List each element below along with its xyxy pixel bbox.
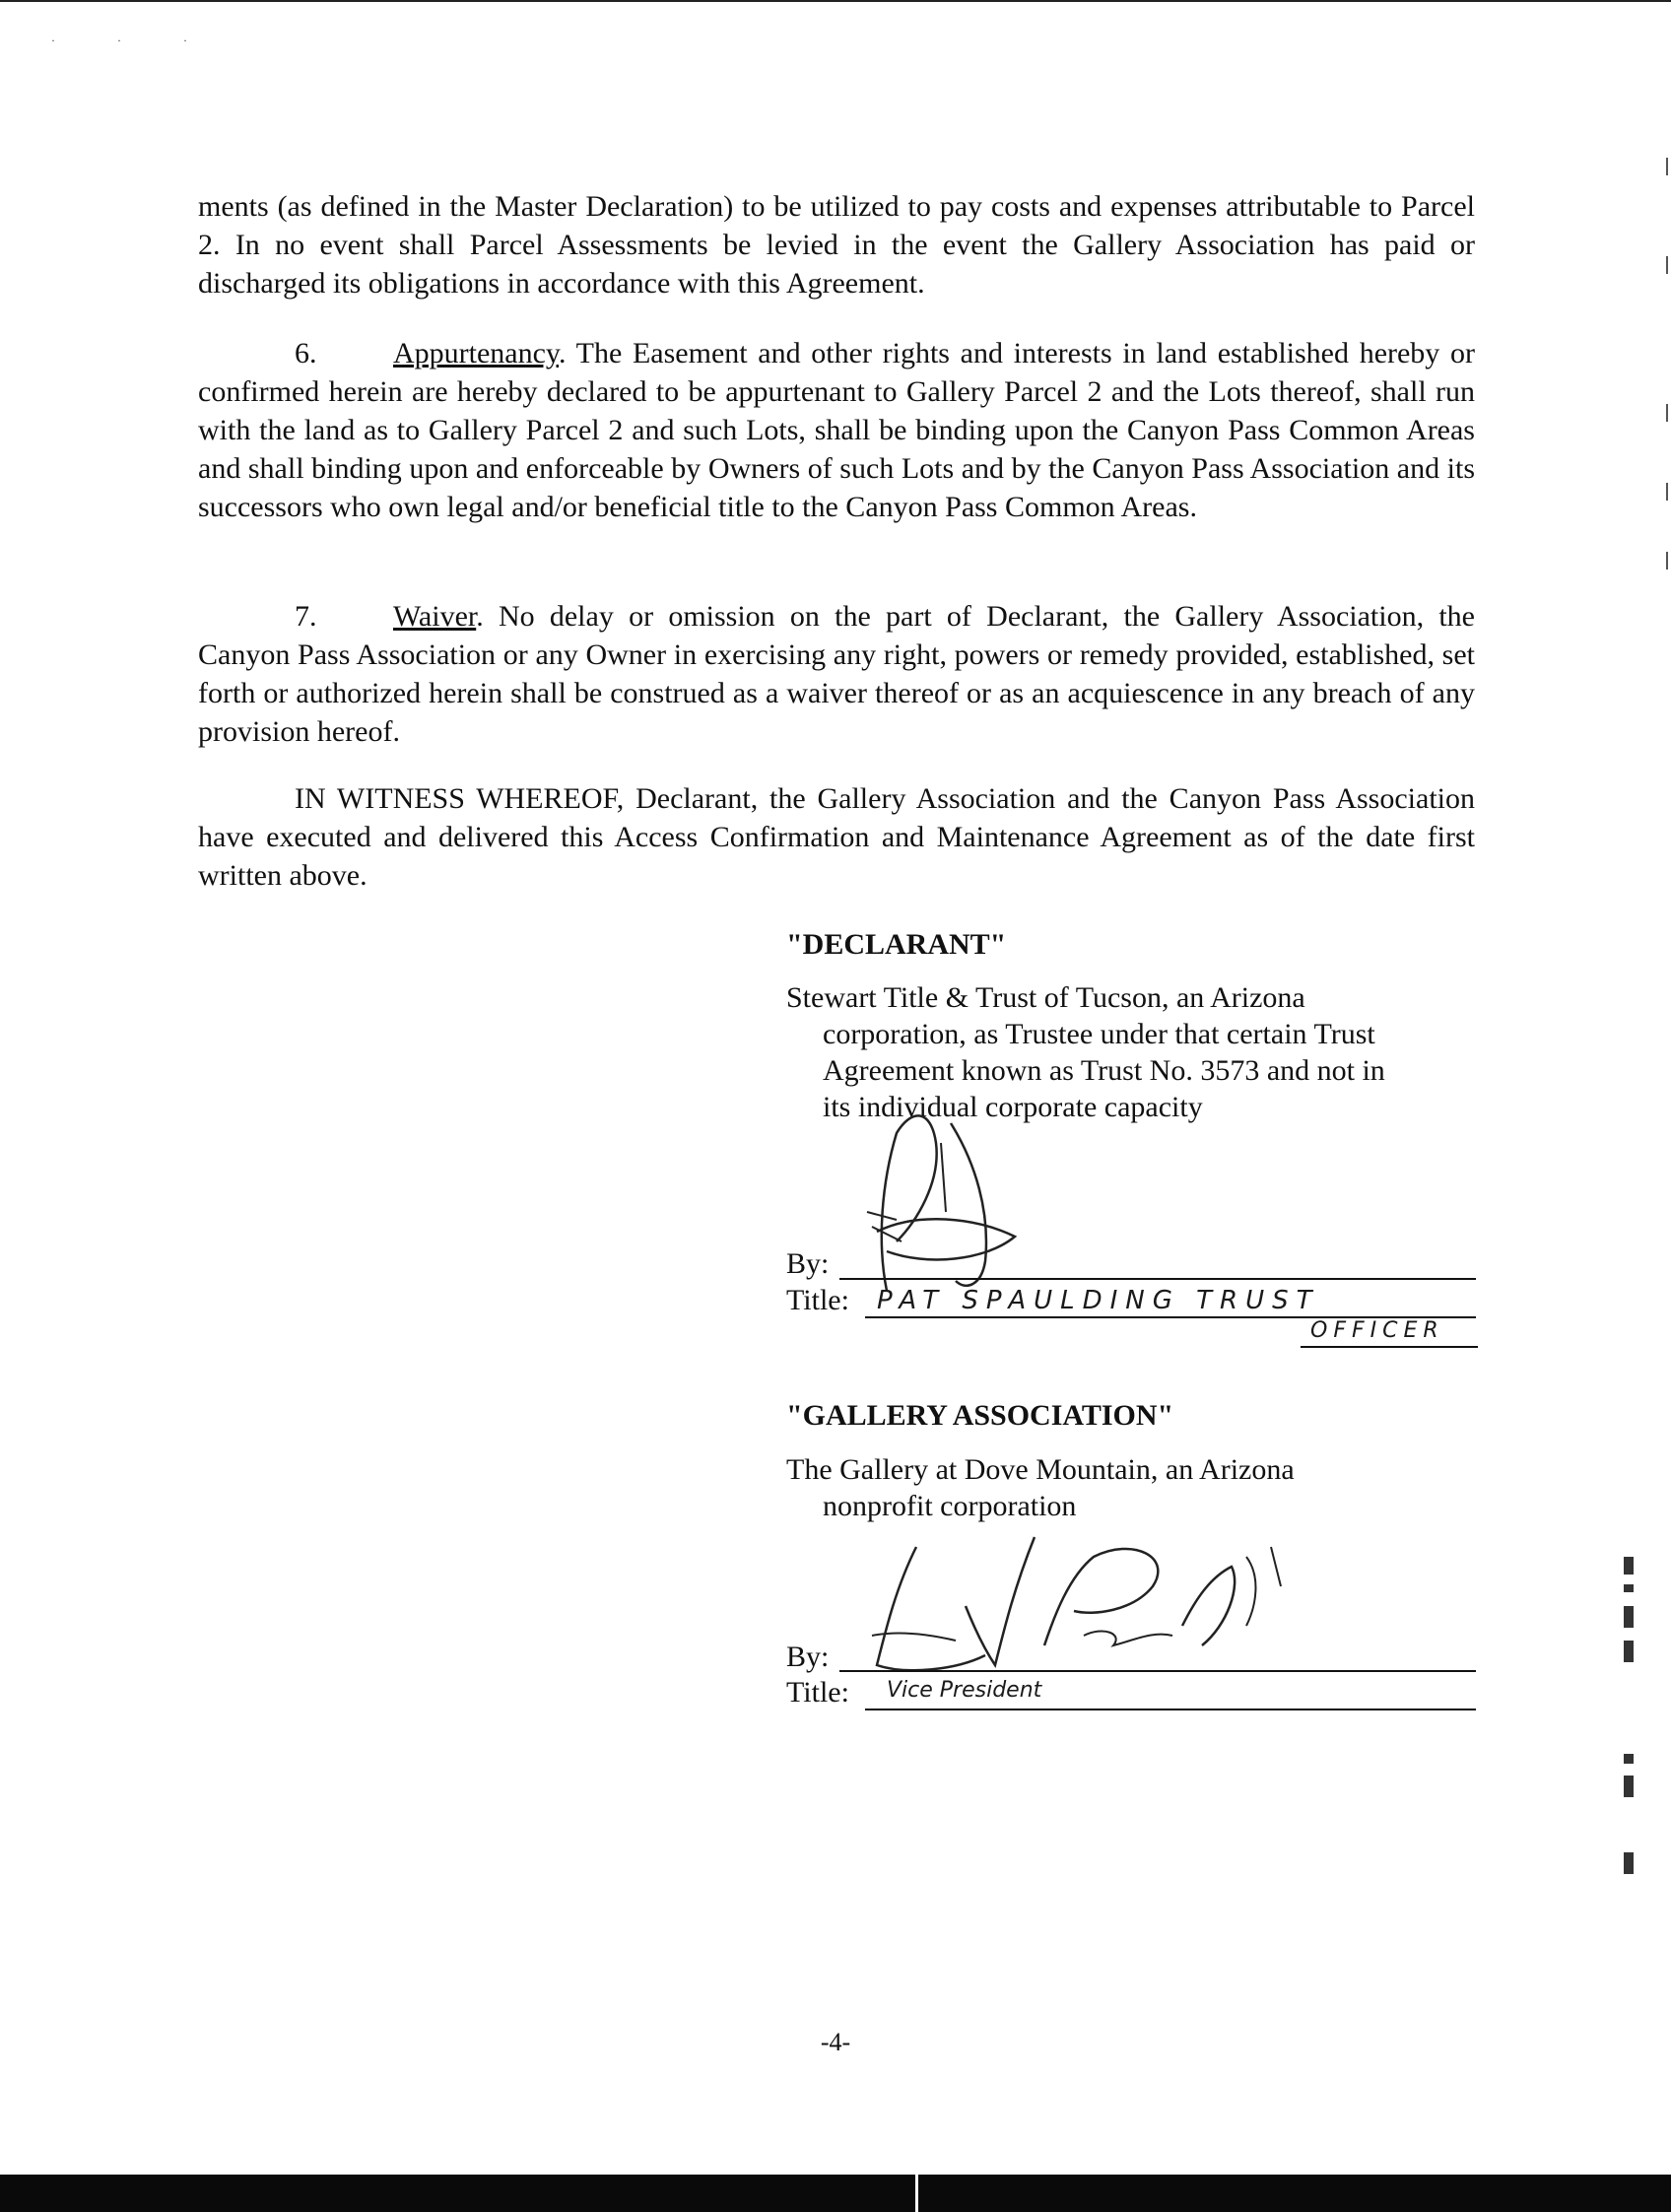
gallery-title-label: Title: bbox=[786, 1676, 849, 1709]
declarant-title-handwritten-1: PAT SPAULDING TRUST bbox=[877, 1286, 1320, 1315]
witness-text: IN WITNESS WHEREOF, Declarant, the Gallery Association and the Canyon Pass Association have executed and delivered this Access Confirmation and Maintenance Agreement as of the date first written above. bbox=[198, 782, 1475, 892]
gallery-by-line bbox=[839, 1670, 1476, 1672]
section-7-number: 7. bbox=[295, 600, 317, 633]
top-border-rule bbox=[0, 0, 1671, 2]
gallery-title-line bbox=[865, 1709, 1476, 1710]
declarant-by-label: By: bbox=[786, 1247, 830, 1280]
bottom-scan-band bbox=[0, 2175, 1671, 2212]
declarant-title-label: Title: bbox=[786, 1284, 849, 1316]
section-6-text: . The Easement and other rights and interests in land established hereby or confirmed herein are hereby declared to be appurtenant to Gallery Parcel 2 and the Lots thereof, shall run with the land as to Gallery Parcel 2 and such Lots, shall be binding upon the Canyon Pass Common Areas and shall binding upon and enforceable by Owners of such Lots and by the Canyon Pass Association and its successors who own legal and/or beneficial title to the Canyon Pass Common Areas. bbox=[198, 337, 1475, 523]
right-edge-ticks bbox=[1666, 158, 1668, 591]
section-7 bbox=[198, 597, 1475, 751]
declarant-title-handwritten-2: OFFICER bbox=[1310, 1318, 1444, 1343]
gallery-signature bbox=[857, 1517, 1330, 1685]
declarant-heading-wrap bbox=[786, 926, 1476, 963]
gallery-entity-line1: The Gallery at Dove Mountain, an Arizona bbox=[786, 1453, 1295, 1486]
section-6-heading: Appurtenancy bbox=[393, 337, 559, 369]
gallery-entity bbox=[786, 1451, 1476, 1524]
declarant-entity-line3: Agreement known as Trust No. 3573 and not in bbox=[823, 1054, 1385, 1087]
section-6 bbox=[198, 334, 1475, 526]
gallery-heading-wrap bbox=[786, 1397, 1476, 1434]
declarant-title-line2 bbox=[1301, 1346, 1478, 1348]
declarant-by-row bbox=[786, 1247, 829, 1281]
witness-clause bbox=[198, 779, 1475, 895]
gallery-entity-line2: nonprofit corporation bbox=[823, 1490, 1077, 1522]
continued-paragraph-text: ments (as defined in the Master Declaration) to be utilized to pay costs and expenses attributable to Parcel 2. In no event shall Parcel Assessments be levied in the event the Gallery Association has paid or discharged its obligations in accordance with this Agreement. bbox=[198, 190, 1475, 300]
section-7-text: . No delay or omission on the part of Declarant, the Gallery Association, the Canyon Pass Association or any Owner in exercising any right, powers or remedy provided, established, set forth or authorized herein shall be construed as a waiver thereof or as an acquiescence in any breach of any provision hereof. bbox=[198, 600, 1475, 748]
continued-paragraph bbox=[198, 187, 1475, 302]
gallery-title-row bbox=[786, 1676, 849, 1709]
gallery-by-row bbox=[786, 1641, 829, 1674]
declarant-title-row bbox=[786, 1284, 849, 1317]
gallery-by-label: By: bbox=[786, 1641, 830, 1673]
side-margin-stamp bbox=[1616, 1557, 1645, 1882]
declarant-entity-line2: corporation, as Trustee under that certain Trust bbox=[823, 1018, 1375, 1050]
section-6-number: 6. bbox=[295, 337, 317, 369]
page-number: -4- bbox=[820, 2028, 851, 2056]
declarant-entity-line1: Stewart Title & Trust of Tucson, an Arizona bbox=[786, 981, 1305, 1014]
section-7-heading: Waiver bbox=[393, 600, 477, 633]
scan-specks: · · · bbox=[51, 34, 217, 47]
declarant-by-line bbox=[839, 1278, 1476, 1280]
bottom-band-notch bbox=[915, 2175, 918, 2212]
declarant-heading: "DECLARANT" bbox=[786, 928, 1007, 961]
declarant-entity-line4: its individual corporate capacity bbox=[823, 1091, 1203, 1123]
declarant-signature bbox=[857, 1104, 1054, 1291]
gallery-heading: "GALLERY ASSOCIATION" bbox=[786, 1399, 1174, 1432]
gallery-title-handwritten: Vice President bbox=[887, 1678, 1042, 1703]
